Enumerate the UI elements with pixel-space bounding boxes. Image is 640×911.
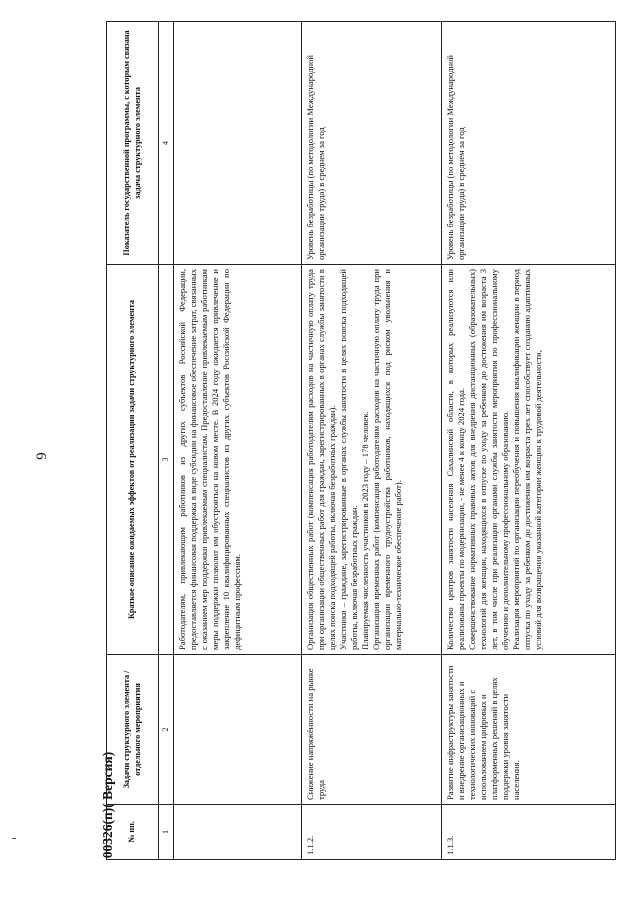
margin-mark: [12, 838, 16, 839]
row-task: [174, 655, 302, 805]
row-task: Развитие инфраструктуры занятости и внедрение организационных и технологических инноваций с использованием цифровых и платформенных решений в целях поддержки уровня занятости населения.: [442, 655, 616, 805]
header-effects: Краткое описание ожидаемых эффектов от реализации задачи структурного элемента: [107, 265, 159, 655]
column-index-row: [159, 22, 174, 860]
row-effects: Организация общественных работ (компенсация работодателям расходов на частичную оплату труда при организации общественных работ для граждан, зарегистрированных в органах службы занятости в целях поиска подходящей работы, включая безработных граждан). Участники – граждане, зарегистрированные в органах службы занятости в целях поиска подходящей работы, включая безработных граждан. Планируемая численность участников в 2023 году – 178 человек. Организация временных работ (компенсация работодателям расходов на частичную оплату труда при организации временного трудоустройства работников, находящихся под риском увольнения и материально-техническое обеспечение работ).: [302, 265, 442, 655]
rotated-table-container: [106, 22, 616, 860]
row-effects: Работодателям, привлекающим работников из других субъектов Российской Федерации, предоставляется финансовая поддержка в виде субсидии на финансовое обеспечение затрат, связанных с оказанием мер поддержки привлекаемым специалистам. Предоставление привлекаемым работникам меры поддержки позволит им обустроиться на новом месте. В 2024 году ожидается привлечение и закрепление 10 квалифицированных специалистов из других субъектов Российской Федерации по дефицитным профессиям.: [174, 265, 302, 655]
row-number: 1.1.3.: [442, 805, 616, 860]
page-number: 6: [32, 452, 49, 460]
row-number: 1.1.2.: [302, 805, 442, 860]
table-row: [302, 22, 442, 860]
table-row: [442, 22, 616, 860]
row-indicator: [174, 22, 302, 265]
program-table: [106, 21, 616, 860]
column-index: 4: [159, 22, 174, 265]
table-row: [174, 22, 302, 860]
header-number: № пп.: [107, 805, 159, 860]
table-header-row: [107, 22, 159, 860]
row-indicator: Уровень безработицы (по методологии Международной организации труда) в среднем за год: [442, 22, 616, 265]
header-indicator: Показатель государственной программы, с которым связана задача структурного элемента: [107, 22, 159, 265]
header-task: Задачи структурного элемента / отдельного мероприятия: [107, 655, 159, 805]
column-index: 1: [159, 805, 174, 860]
column-index: 2: [159, 655, 174, 805]
row-effects: Количество центров занятости населения Сахалинской области, в которых реализуются или реализованы проекты по модернизации, - не менее 4 к концу 2024 года. Совершенствование нормативных правовых актов для внедрения дистанционных (образовательных) технологий для женщин, находящихся в отпуске по уходу за ребенком до достижения им возраста 3 лет, в том числе при реализации органами службы занятости мероприятия по профессиональному обучению и дополнительному профессиональному образованию. Реализация мероприятий по организации переобучения и повышения квалификации женщин в период отпуска по уходу за ребенком до достижения им возраста трех лет способствует созданию адаптивных условий для возвращения указанной категории женщин к трудовой деятельности,: [442, 265, 616, 655]
document-footer-code: 00326(п)( Версия): [100, 751, 115, 859]
row-task: Снижение напряжённости на рынке труда: [302, 655, 442, 805]
row-indicator: Уровень безработицы (по методологии Международной организации труда) в среднем за год: [302, 22, 442, 265]
column-index: 3: [159, 265, 174, 655]
row-number: [174, 805, 302, 860]
